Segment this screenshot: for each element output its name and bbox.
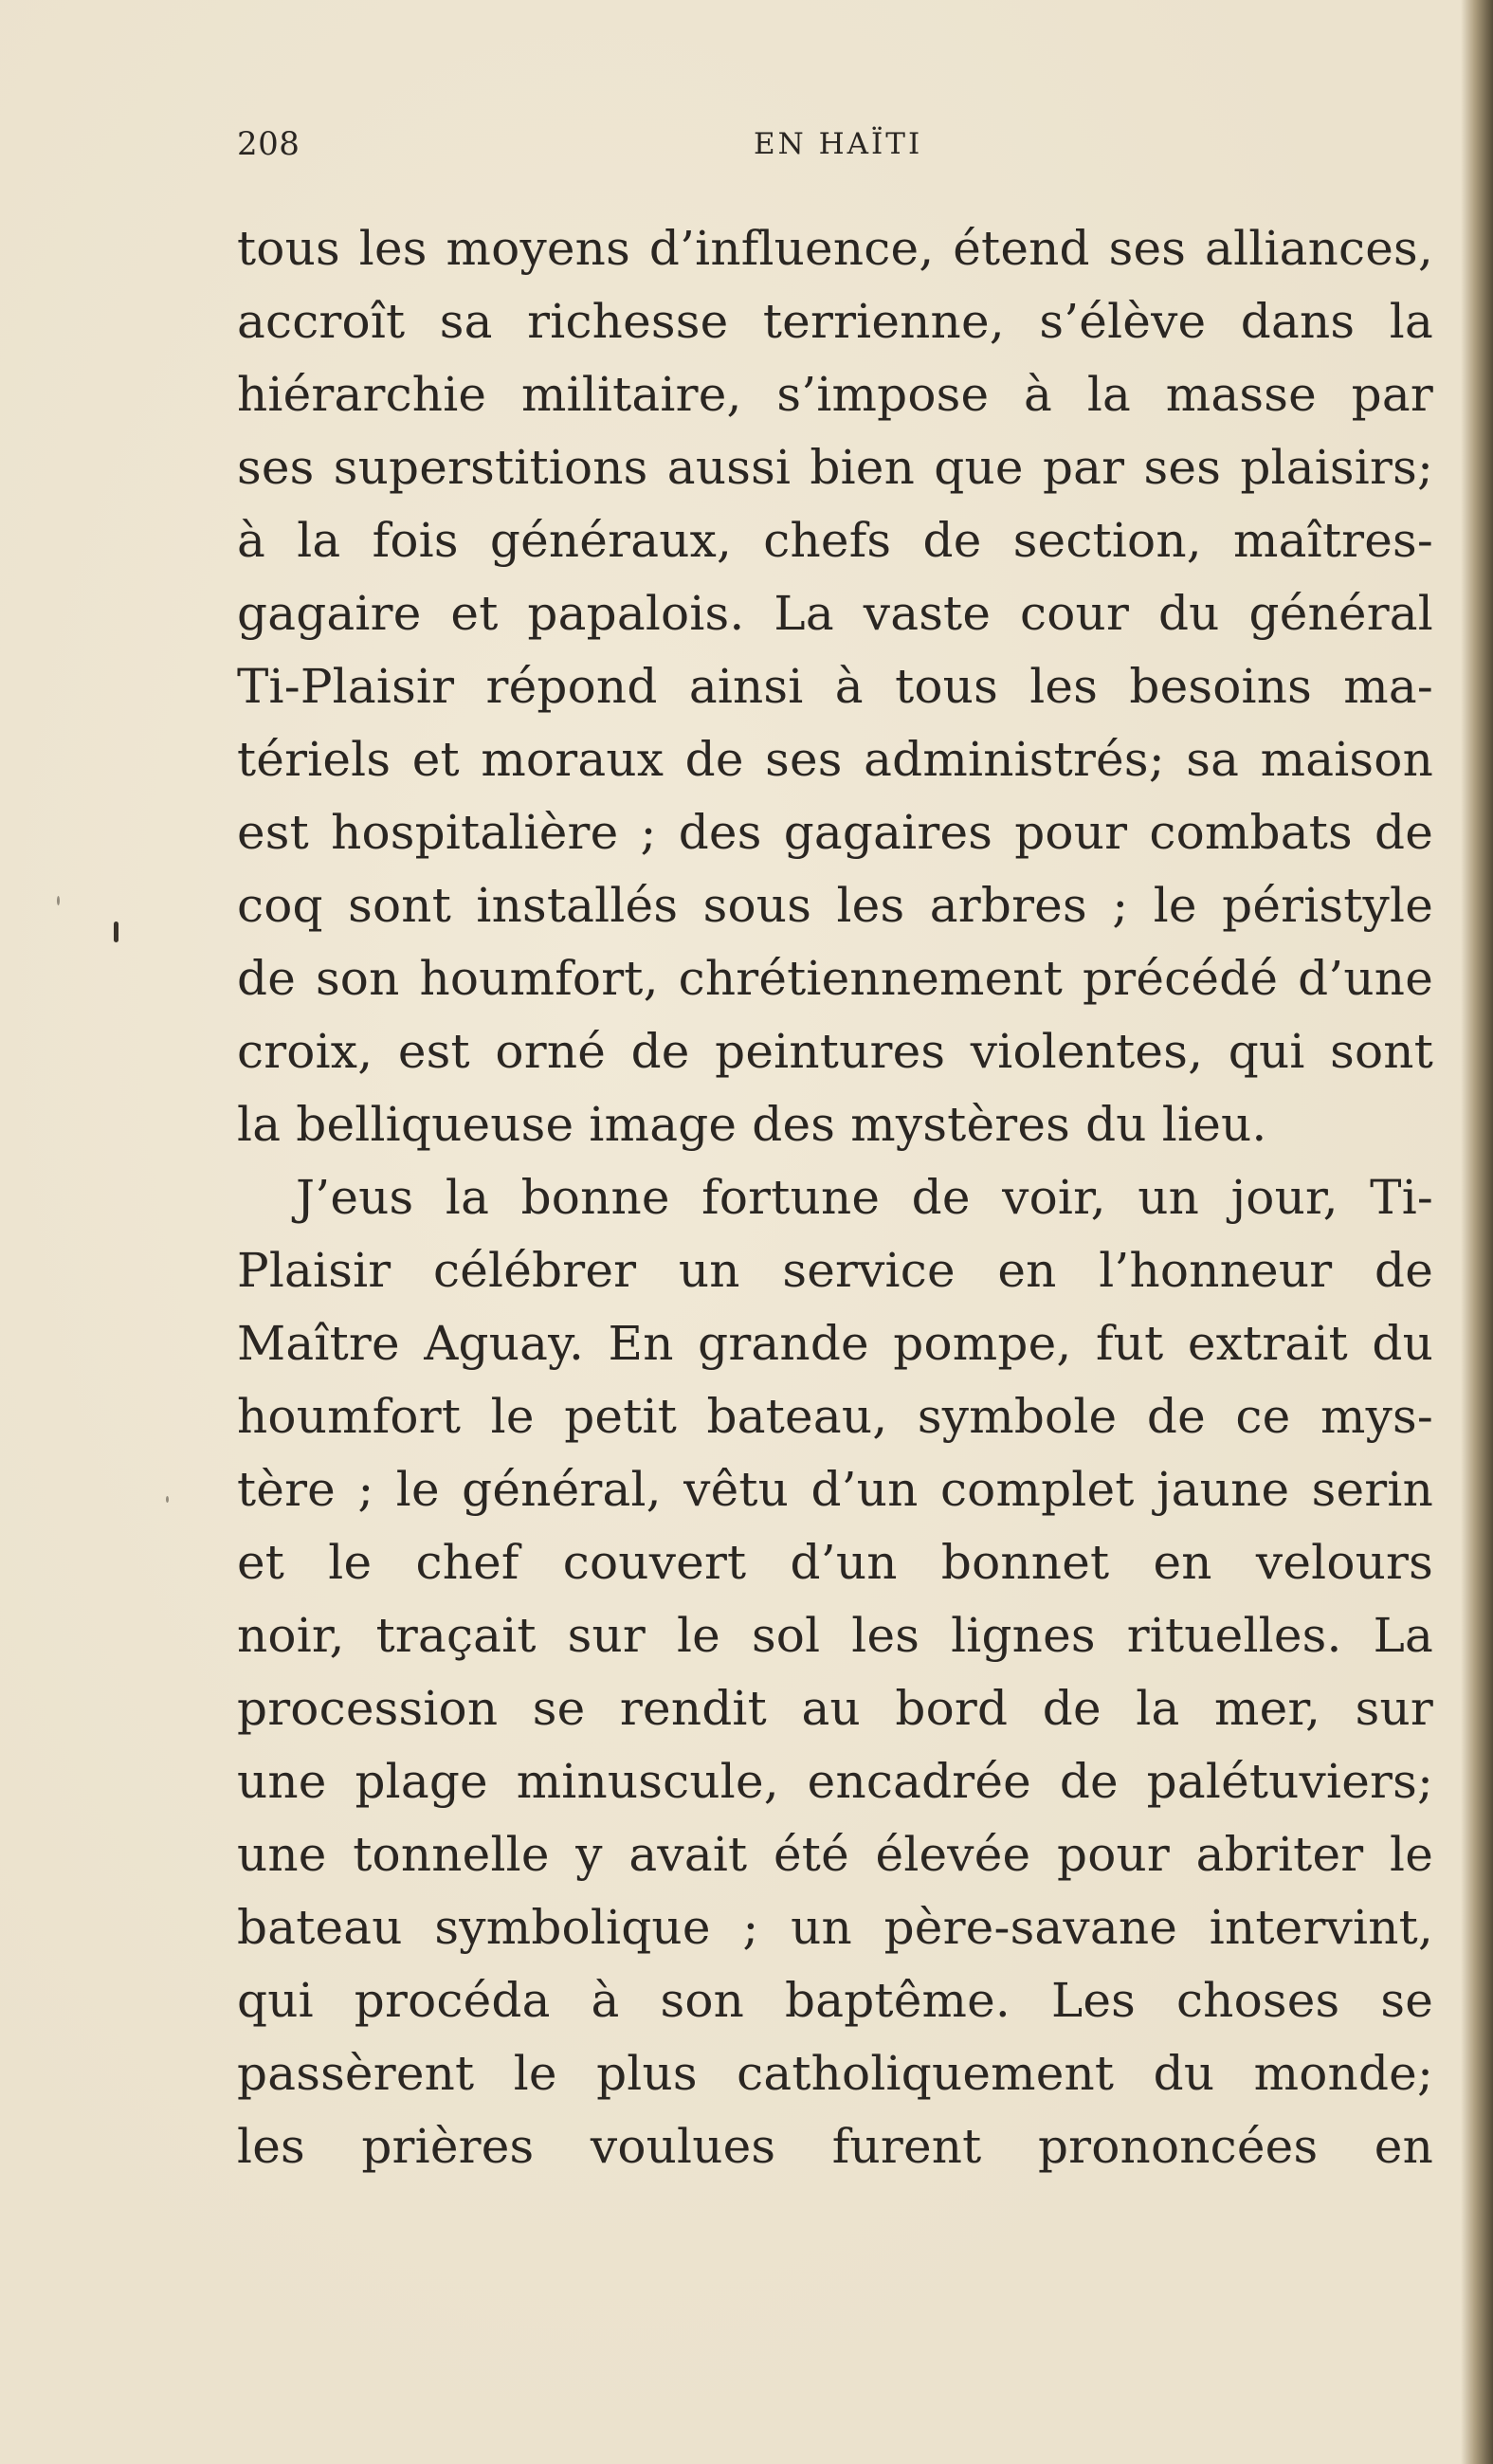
text-line: bateau symbolique ; un père-savane intervint, (237, 1900, 1433, 1955)
text-line: procession se rendit au bord de la mer, sur (237, 1681, 1433, 1736)
running-head: EN HAÏTI (754, 127, 923, 161)
page-header (237, 125, 1422, 173)
text-line: coq sont installés sous les arbres ; le péristyle (237, 878, 1433, 933)
text-line: noir, traçait sur le sol les lignes rituelles. La (237, 1608, 1433, 1663)
text-line: gagaire et papalois. La vaste cour du général (237, 586, 1433, 641)
ink-speck (166, 1496, 169, 1503)
text-line: ses superstitions aussi bien que par ses plaisirs; (237, 440, 1433, 495)
text-line: tériels et moraux de ses administrés; sa maison (237, 732, 1433, 787)
body-text (237, 212, 1433, 2183)
text-line: et le chef couvert d’un bonnet en velours (237, 1535, 1433, 1590)
text-line: qui procéda à son baptême. Les choses se (237, 1973, 1433, 2028)
text-line: tère ; le général, vêtu d’un complet jaune serin (237, 1462, 1433, 1517)
text-line: la belliqueuse image des mystères du lieu. (237, 1097, 1267, 1152)
text-line: de son houmfort, chrétiennement précédé d’une (237, 951, 1433, 1006)
page-number: 208 (237, 125, 300, 163)
text-line: tous les moyens d’influence, étend ses alliances, (237, 221, 1433, 276)
text-line: à la fois généraux, chefs de section, maîtres- (237, 513, 1433, 568)
text-line: passèrent le plus catholiquement du monde; (237, 2046, 1433, 2101)
text-line: est hospitalière ; des gagaires pour combats de (237, 805, 1433, 860)
binding-edge (1461, 0, 1493, 2464)
text-line: accroît sa richesse terrienne, s’élève dans la (237, 294, 1433, 349)
text-line: houmfort le petit bateau, symbole de ce mys- (237, 1389, 1433, 1444)
text-line: croix, est orné de peintures violentes, qui sont (237, 1024, 1433, 1079)
ink-speck (114, 922, 118, 942)
text-line: J’eus la bonne fortune de voir, un jour, Ti- (296, 1170, 1433, 1225)
text-line: une tonnelle y avait été élevée pour abriter le (237, 1827, 1433, 1882)
text-line: hiérarchie militaire, s’impose à la masse par (237, 367, 1433, 422)
text-line: une plage minuscule, encadrée de palétuviers; (237, 1754, 1433, 1809)
text-line: Plaisir célébrer un service en l’honneur de (237, 1243, 1433, 1298)
text-line: Maître Aguay. En grande pompe, fut extrait du (237, 1316, 1433, 1371)
text-line: les prières voulues furent prononcées en (237, 2119, 1433, 2174)
text-line: Ti-Plaisir répond ainsi à tous les besoins ma- (237, 659, 1433, 714)
ink-speck (57, 896, 60, 905)
